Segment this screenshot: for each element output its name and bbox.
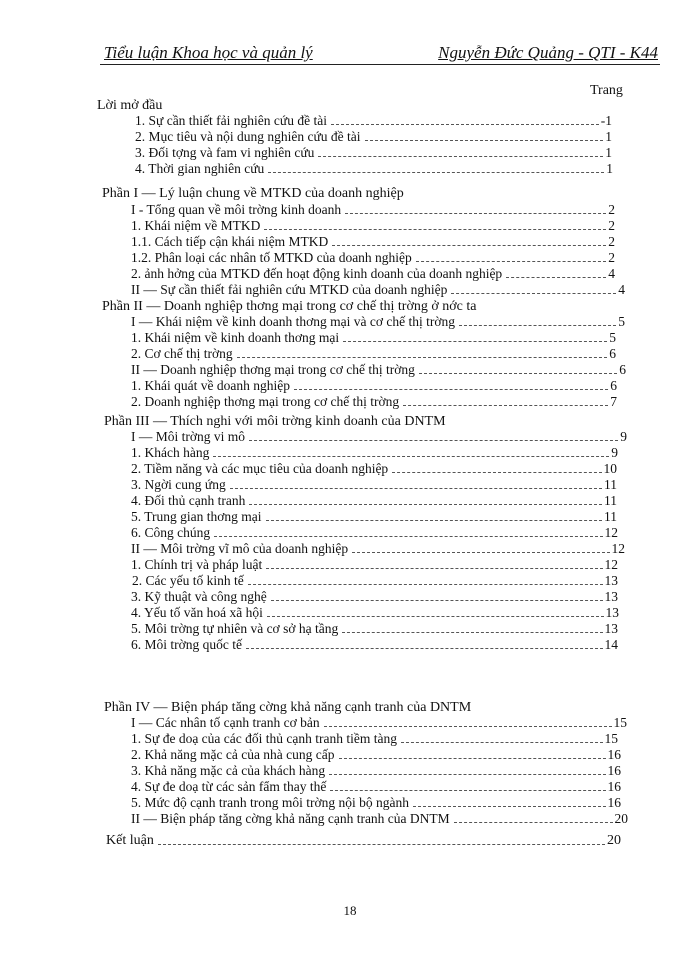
toc-entry-label: Kết luận [106,833,154,848]
toc-entry[interactable] [131,234,615,250]
toc-entry-page: 11 [604,493,617,508]
toc-entry[interactable] [131,731,618,747]
dot-leader [459,325,616,326]
toc-entry-label: 4. Thời gian nghiên cứu [135,161,265,176]
toc-entry[interactable] [131,330,616,346]
toc-entry[interactable] [131,621,618,637]
toc-entry-page: 12 [611,541,625,556]
toc-entry-label: 2. Tiềm năng và các mục tiêu của doanh nghiệp [131,461,389,476]
toc-entry-label: 1.2. Phân loại các nhân tố MTKD của doanh nghiệp [131,250,412,265]
toc-entry[interactable] [131,763,621,779]
toc-entry-label: 4. Đối thủ cạnh tranh [131,493,246,508]
dot-leader [419,373,617,374]
toc-entry-page: 16 [607,795,621,810]
toc-entry-label: 1. Khái quát về doanh nghiệp [131,378,290,393]
toc-entry[interactable] [135,161,613,177]
toc-entry-page: 1 [605,129,612,144]
toc-entry-page: 13 [604,589,618,604]
toc-entry-label: 5. Trung gian thơng mại [131,509,262,524]
toc-entry-label: I — Môi trờng vi mô [131,429,246,444]
toc-entry-label: II — Sự cần thiết fải nghiên cứu MTKD của doanh nghiệp [131,282,448,297]
toc-entry-label: 5. Môi trờng tự nhiên và cơ sở hạ tầng [131,621,339,636]
toc-entry-label: II — Biện pháp tăng cờng khả năng cạnh tranh của DNTM [131,811,450,826]
toc-entry-label: 3. Đối tợng và fam vi nghiên cứu [135,145,315,160]
toc-entry-page: 14 [604,637,618,652]
dot-leader [451,293,616,294]
toc-entry-page: 2 [608,202,615,217]
toc-entry[interactable] [131,461,617,477]
dot-leader [416,261,606,262]
dot-leader [413,806,605,807]
toc-entry-label: 1.1. Cách tiếp cận khái niệm MTKD [131,234,329,249]
toc-entry-label: 2. Mục tiêu và nội dung nghiên cứu đề tài [135,129,361,144]
toc-entry-page: 9 [620,429,627,444]
toc-entry-label: 1. Chính trị và pháp luật [131,557,263,572]
toc-entry-conclusion[interactable] [106,833,621,849]
toc-entry-page: 6 [610,378,617,393]
toc-entry-label: 1. Khái niệm về kinh doanh thơng mại [131,330,340,345]
dot-leader [246,648,603,649]
toc-entry-page: -1 [600,113,612,128]
toc-entry[interactable] [131,605,619,621]
dot-leader [294,389,608,390]
toc-section-heading: Phần II — Doanh nghiệp thơng mại trong cơ chế thị trờng ở nớc ta [102,299,477,314]
toc-entry-page: 12 [604,557,618,572]
toc-entry-page: 13 [605,605,619,620]
dot-leader [454,822,613,823]
page-column-label: Trang [590,83,623,98]
toc-entry[interactable] [131,266,615,282]
toc-entry-label: 1. Sự đe doạ của các đối thủ cạnh tranh tiềm tàng [131,731,397,746]
toc-entry-label: 5. Mức độ cạnh tranh trong môi trờng nội bộ ngành [131,795,410,810]
dot-leader [324,726,612,727]
toc-entry-page: 2 [608,250,615,265]
toc-entry-label: I - Tổng quan về môi trờng kinh doanh [131,202,342,217]
toc-section-heading: Phần I — Lý luận chung về MTKD của doanh nghiệp [102,186,404,201]
toc-entry-label: 4. Yếu tố văn hoá xã hội [131,605,263,620]
toc-entry[interactable] [131,637,618,653]
dot-leader [365,140,604,141]
toc-entry-page: 4 [618,282,625,297]
dot-leader [249,440,618,441]
toc-entry-page: 1 [605,145,612,160]
toc-entry-label: 1. Sự cần thiết fải nghiên cứu đề tài [135,113,327,128]
toc-entry-page: 16 [607,779,621,794]
dot-leader [332,245,606,246]
toc-entry-label: 3. Kỹ thuật và công nghệ [131,589,267,604]
dot-leader [401,742,603,743]
dot-leader [343,341,607,342]
toc-entry[interactable] [131,429,627,445]
toc-entry[interactable] [131,811,628,827]
toc-entry[interactable] [131,747,621,763]
dot-leader [158,844,605,845]
toc-entry[interactable] [131,715,627,731]
toc-entry-label: 6. Công chúng [131,525,211,540]
toc-entry-label: I — Khái niệm về kinh doanh thơng mại và cơ chế thị trờng [131,314,455,329]
toc-entry-label: 3. Ngời cung ứng [131,477,226,492]
dot-leader [318,156,603,157]
toc-entry[interactable] [131,795,621,811]
toc-entry-page: 10 [603,461,617,476]
toc-section-heading: Phần IV — Biện pháp tăng cờng khả năng cạnh tranh của DNTM [104,700,472,715]
dot-leader [230,488,602,489]
page-number: 18 [343,903,357,918]
toc-entry-label: 3. Khả năng mặc cả của khách hàng [131,763,326,778]
header-author: Nguyễn Đức Quảng - QTI - K44 [438,43,658,62]
dot-leader [237,357,608,358]
toc-entry[interactable] [131,493,617,509]
toc-entry-label: II — Doanh nghiệp thơng mại trong cơ chế thị trờng [131,362,415,377]
dot-leader [249,504,602,505]
toc-entry[interactable] [132,573,618,589]
toc-entry[interactable] [131,589,618,605]
dot-leader [403,405,608,406]
toc-entry[interactable] [131,250,615,266]
toc-entry[interactable] [131,362,626,378]
dot-leader [213,456,609,457]
page-header [100,42,660,65]
dot-leader [330,790,605,791]
toc-entry-page: 6 [619,362,626,377]
dot-leader [506,277,606,278]
toc-entry-label: 4. Sự đe doạ từ các sản fẩm thay thế [131,779,327,794]
toc-entry[interactable] [131,394,617,410]
toc-section-heading: Lời mở đầu [97,98,163,113]
dot-leader [271,600,603,601]
toc-entry-label: 2. ảnh hởng của MTKD đến hoạt động kinh doanh của doanh nghiệp [131,266,503,281]
toc-entry[interactable] [131,445,618,461]
toc-entry[interactable] [131,779,621,795]
toc-entry-label: 2. Các yếu tố kinh tế [132,573,244,588]
toc-entry[interactable] [131,346,616,362]
toc-entry[interactable] [131,218,615,234]
dot-leader [266,568,602,569]
toc-entry[interactable] [135,145,612,161]
toc-entry[interactable] [131,541,625,557]
dot-leader [266,520,602,521]
toc-entry-page: 2 [608,218,615,233]
toc-entry[interactable] [131,557,618,573]
dot-leader [268,172,604,173]
toc-entry[interactable] [131,477,617,493]
toc-entry-page: 15 [604,731,618,746]
dot-leader [264,229,606,230]
toc-entry-page: 13 [604,621,618,636]
toc-entry[interactable] [135,113,612,129]
toc-entry-label: 2. Doanh nghiệp thơng mại trong cơ chế thị trờng [131,394,400,409]
toc-entry-page: 7 [610,394,617,409]
toc-entry-page: 11 [604,477,617,492]
dot-leader [214,536,602,537]
toc-entry-label: 1. Khái niệm về MTKD [131,218,261,233]
toc-entry-page: 20 [607,833,621,848]
toc-section-heading: Phần III — Thích nghi với môi trờng kinh doanh của DNTM [104,414,446,429]
toc-entry-label: 6. Môi trờng quốc tế [131,637,242,652]
toc-entry-page: 15 [613,715,627,730]
toc-entry-page: 5 [618,314,625,329]
dot-leader [331,124,599,125]
toc-entry[interactable] [135,129,612,145]
toc-entry-page: 13 [604,573,618,588]
toc-entry-label: I — Các nhân tố cạnh tranh cơ bản [131,715,320,730]
toc-entry-page: 11 [604,509,617,524]
toc-entry-label: 2. Khả năng mặc cả của nhà cung cấp [131,747,335,762]
toc-entry-page: 9 [611,445,618,460]
toc-entry[interactable] [131,509,617,525]
toc-entry-page: 6 [609,346,616,361]
toc-entry-label: 1. Khách hàng [131,445,210,460]
toc-entry-label: 2. Cơ chế thị trờng [131,346,233,361]
dot-leader [342,632,602,633]
toc-entry[interactable] [131,202,615,218]
toc-entry[interactable] [131,314,625,330]
header-title: Tiểu luận Khoa học và quản lý [104,43,313,62]
toc-entry-page: 1 [606,161,613,176]
toc-entry[interactable] [131,525,618,541]
dot-leader [339,758,606,759]
toc-entry-page: 5 [609,330,616,345]
dot-leader [248,584,603,585]
toc-entry-page: 16 [607,747,621,762]
dot-leader [352,552,609,553]
dot-leader [267,616,604,617]
dot-leader [345,213,606,214]
toc-entry-label: II — Môi trờng vĩ mô của doanh nghiệp [131,541,349,556]
dot-leader [392,472,601,473]
dot-leader [329,774,605,775]
toc-entry-page: 12 [604,525,618,540]
toc-entry[interactable] [131,378,617,394]
toc-entry-page: 16 [607,763,621,778]
toc-entry-page: 2 [608,234,615,249]
toc-entry[interactable] [131,282,625,298]
toc-entry-page: 20 [614,811,628,826]
toc-entry-page: 4 [608,266,615,281]
